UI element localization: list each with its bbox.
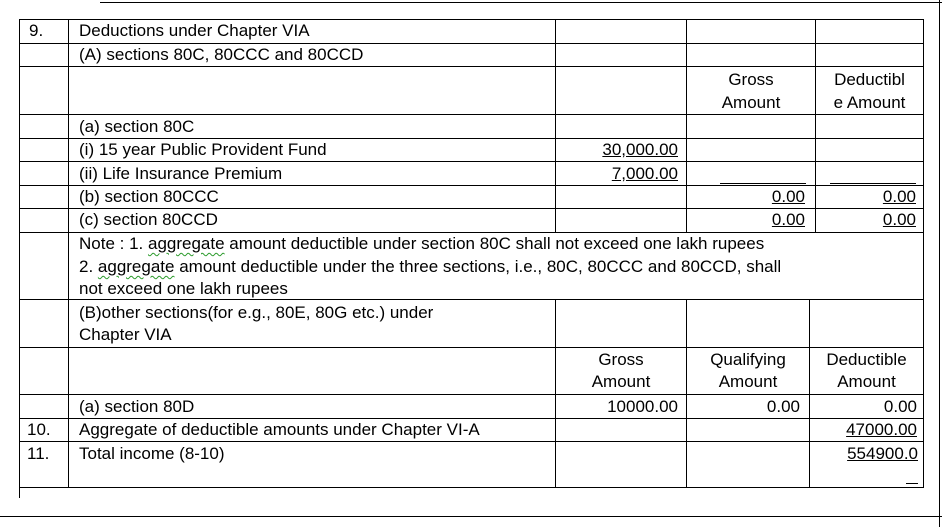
row-label: (b) section 80CCC xyxy=(79,187,219,206)
note-text: amount deductible under section 80C shall not exceed one lakh rupees xyxy=(224,234,765,253)
note-line-1 xyxy=(79,234,764,254)
row-label: Chapter VIA xyxy=(79,325,172,344)
row-label: Deductions under Chapter VIA xyxy=(79,21,310,40)
deductible-amount-header: Deductible xyxy=(826,350,907,369)
spell-check-word: aggregate xyxy=(97,257,175,276)
right-border xyxy=(939,0,940,527)
blank-line xyxy=(830,183,916,184)
col-line xyxy=(686,299,687,487)
deductible-value: 0.00 xyxy=(883,397,917,416)
aggregate-deductible-value: 47000.00 xyxy=(846,420,917,439)
row-line xyxy=(19,299,924,300)
row-line xyxy=(19,19,924,20)
note-line-2 xyxy=(79,257,781,277)
gross-amount-header: Gross xyxy=(598,350,644,369)
total-income-value: 554900.0 xyxy=(847,444,918,463)
col-line xyxy=(555,19,556,232)
col-line xyxy=(68,19,69,487)
row-line xyxy=(19,43,924,44)
row-line xyxy=(19,418,924,419)
note-text: amount deductible under the three sections, i.e., 80C, 80CCC and 80CCD, shall xyxy=(174,257,782,276)
qualifying-value: 0.00 xyxy=(766,397,800,416)
row-line xyxy=(19,208,924,209)
row-label: (ii) Life Insurance Premium xyxy=(79,164,283,183)
row-line xyxy=(19,185,924,186)
gross-value: 0.00 xyxy=(771,187,805,206)
row-line xyxy=(19,394,924,395)
ppf-amount: 30,000.00 xyxy=(602,140,678,159)
row-line xyxy=(19,161,924,162)
row-line xyxy=(19,232,924,233)
row-line xyxy=(19,138,924,139)
deductible-amount-header: Amount xyxy=(837,372,896,391)
gross-value: 0.00 xyxy=(771,210,805,229)
note-text: 2. xyxy=(79,257,98,276)
row-line xyxy=(19,66,924,67)
col-line xyxy=(555,299,556,487)
deductible-value: 0.00 xyxy=(882,187,916,206)
qualifying-amount-header: Amount xyxy=(718,372,778,391)
top-border xyxy=(100,2,942,3)
col-line xyxy=(19,19,20,487)
row-line xyxy=(19,441,924,442)
spell-check-word: aggregate xyxy=(147,234,225,253)
deductible-amount-header: e Amount xyxy=(833,93,906,112)
row-line xyxy=(19,347,924,348)
row-number: 9. xyxy=(29,21,44,40)
row-label: (a) section 80D xyxy=(79,397,195,416)
row-label: (a) section 80C xyxy=(79,117,195,136)
blank-line xyxy=(906,483,918,484)
row-label: (B)other sections(for e.g., 80E, 80G etc.) under xyxy=(79,303,434,322)
deductible-value: 0.00 xyxy=(882,210,916,229)
deductible-amount-header: Deductibl xyxy=(834,70,905,89)
lip-amount: 7,000.00 xyxy=(611,164,678,183)
row-line xyxy=(19,114,924,115)
row-label: (A) sections 80C, 80CCC and 80CCD xyxy=(79,45,364,64)
blank-line xyxy=(720,183,806,184)
row-label: (c) section 80CCD xyxy=(79,210,218,229)
row-label: (i) 15 year Public Provident Fund xyxy=(79,140,327,159)
row-number: 10. xyxy=(27,420,51,439)
gross-amount-header: Amount xyxy=(721,93,781,112)
col-line xyxy=(923,19,924,487)
row-label: Aggregate of deductible amounts under Chapter VI-A xyxy=(79,420,480,439)
bottom-border xyxy=(0,516,942,517)
gross-amount-header: Gross xyxy=(728,70,774,89)
gross-amount-header: Amount xyxy=(591,372,651,391)
gross-value: 10000.00 xyxy=(607,397,678,416)
qualifying-amount-header: Qualifying xyxy=(710,350,786,369)
note-text: Note : 1. xyxy=(79,234,148,253)
row-line xyxy=(19,487,924,488)
row-number: 11. xyxy=(27,444,50,463)
note-line-3: not exceed one lakh rupees xyxy=(79,279,288,298)
row-label: Total income (8-10) xyxy=(79,444,225,463)
